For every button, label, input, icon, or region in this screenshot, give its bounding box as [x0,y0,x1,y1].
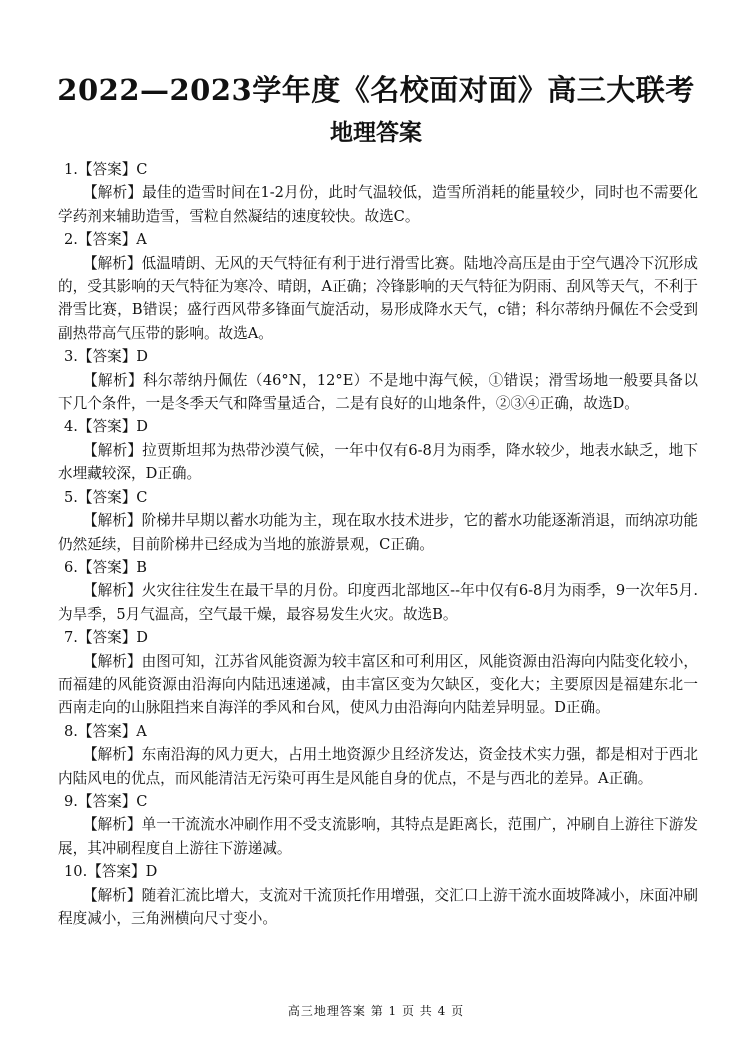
answer-line: 8.【答案】A [64,722,147,740]
page-footer: 高三地理答案 第 1 页 共 4 页 [287,1004,465,1018]
answer-line: 3.【答案】D [64,348,148,366]
answer-line: 5.【答案】C [64,488,148,506]
answer-item-8 [58,720,698,790]
answer-item-6 [58,556,698,626]
explanation-text: 【解析】随着汇流比增大，支流对干流顶托作用增强，交汇口上游干流水面坡降减小，床面冲刷程度减小，三角洲横向尺寸变小。 [58,886,698,927]
answer-line: 4.【答案】D [64,418,148,436]
document-subtitle: 地理答案 [330,119,422,146]
answer-list [58,158,698,930]
explanation-text: 【解析】东南沿海的风力更大，占用土地资源少且经济发达，资金技术实力强，都是相对于西北内陆风电的优点，而风能清洁无污染可再生是风能自身的优点，不是与西北的差异。A正确。 [58,746,698,787]
explanation-text: 【解析】由图可知，江苏省风能资源为较丰富区和可利用区，风能资源由沿海向内陆变化较小，而福建的风能资源由沿海向内陆迅速递减，由丰富区变为欠缺区，变化大；主要原因是福建东北一西南走向的山脉阻挡来自海洋的季风和台风，使风力由沿海向内陆差异明显。D正确。 [58,652,698,717]
explanation-text: 【解析】阶梯井早期以蓄水功能为主，现在取水技术进步，它的蓄水功能逐渐消退，而纳凉功能仍然延续，目前阶梯井已经成为当地的旅游景观，C正确。 [58,512,698,553]
answer-item-9 [58,790,698,860]
answer-line: 6.【答案】B [64,558,148,576]
explanation-text: 【解析】最佳的造雪时间在1-2月份，此时气温较低，造雪所消耗的能量较少，同时也不需要化学药剂来辅助造雪，雪粒自然凝结的速度较快。故选C。 [58,184,698,225]
document-title: 2022—2023学年度《名校面对面》高三大联考 [57,73,695,107]
answer-item-1 [58,158,698,228]
answer-line: 9.【答案】C [64,792,148,810]
answer-line: 10.【答案】D [64,863,158,881]
answer-line: 7.【答案】D [64,629,148,647]
answer-item-10 [58,860,698,930]
explanation-text: 【解析】低温晴朗、无风的天气特征有利于进行滑雪比赛。陆地冷高压是由于空气遇冷下沉形成的，受其影响的天气特征为寒冷、晴朗，A正确；冷锋影响的天气特征为阴雨、刮风等天气，不利于滑雪比赛，B错误；盛行西风带多锋面气旋活动，易形成降水天气，c错；科尔蒂纳丹佩佐不会受到副热带高气压带的影响。故选A。 [58,254,698,342]
answer-item-4 [58,415,698,485]
answer-item-7 [58,626,698,720]
explanation-text: 【解析】火灾往往发生在最干旱的月份。印度西北部地区--年中仅有6-8月为雨季，9一次年5月.为旱季，5月气温高，空气最干燥，最容易发生火灾。故选B。 [58,582,698,623]
answer-item-2 [58,228,698,345]
answer-line: 2.【答案】A [64,231,147,249]
answer-line: 1.【答案】C [64,161,148,178]
explanation-text: 【解析】拉贾斯坦邦为热带沙漠气候，一年中仅有6-8月为雨季，降水较少，地表水缺乏，地下水埋藏较深，D正确。 [58,441,698,483]
explanation-text: 【解析】科尔蒂纳丹佩佐（46°N，12°E）不是地中海气候，①错误；滑雪场地一般要具备以下几个条件，一是冬季天气和降雪量适合，二是有良好的山地条件，②③④正确，故选D。 [58,371,698,413]
answer-item-3 [58,345,698,415]
explanation-text: 【解析】单一干流流水冲刷作用不受支流影响，其特点是距离长，范围广，冲刷自上游往下游发展，其冲刷程度自上游往下游递减。 [58,816,698,857]
answer-item-5 [58,486,698,556]
